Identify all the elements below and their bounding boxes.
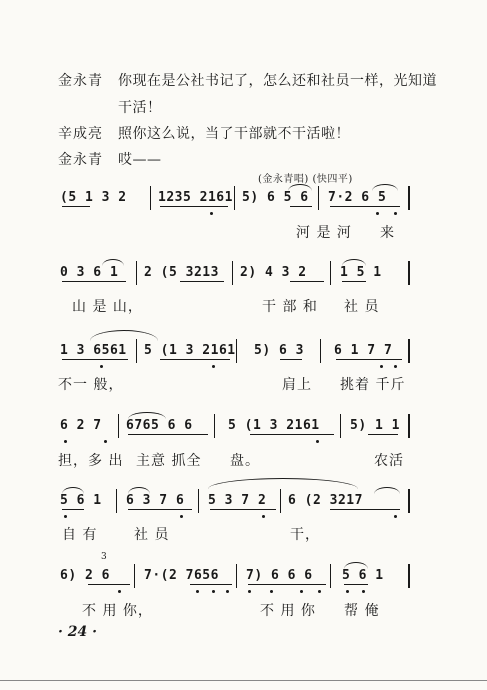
barline: [280, 489, 281, 513]
staff-5-lyric-2: 社 员: [134, 527, 170, 543]
barline: [198, 489, 199, 513]
staff-4-lyric-4: 农活: [374, 453, 404, 469]
low-octave-dot: [394, 365, 397, 368]
barline: [150, 186, 151, 210]
barline: [330, 564, 331, 588]
underline: [250, 434, 334, 435]
staff-6-lyric-3: 不 用 你: [260, 603, 316, 619]
low-octave-dot: [346, 590, 349, 593]
underline: [128, 434, 208, 435]
barline: [320, 339, 321, 363]
dialogue-speaker-3: 辛成亮: [58, 126, 103, 142]
underline: [280, 359, 302, 360]
staff-1-lyric-4: 来: [380, 225, 395, 241]
staff-4-lyric-3: 盘。: [230, 453, 260, 469]
barline: [408, 186, 410, 210]
underline: [62, 359, 128, 360]
barline: [408, 564, 410, 588]
staff-2-lyric-3: 干 部 和: [262, 299, 318, 315]
low-octave-dot: [318, 590, 321, 593]
low-octave-dot: [104, 440, 107, 443]
dialogue-speaker-1: 金永青: [58, 73, 103, 89]
underline: [342, 281, 366, 282]
low-octave-dot: [118, 590, 121, 593]
underline: [160, 206, 228, 207]
underline: [330, 206, 400, 207]
staff-6-lyric-4: 帮 俺: [344, 603, 380, 619]
staff-5-lyric-4: 干，: [290, 527, 320, 543]
low-octave-dot: [226, 590, 229, 593]
barline: [408, 339, 410, 363]
slur: [102, 259, 124, 266]
low-octave-dot: [180, 515, 183, 518]
barline: [214, 414, 215, 438]
staff-4-measure-1: 6 2 7: [60, 418, 102, 433]
grace-note: 3: [101, 552, 107, 562]
low-octave-dot: [316, 440, 319, 443]
staff-5-measure-2: 6 3 7 6: [126, 493, 185, 508]
slur: [128, 412, 166, 419]
slur: [374, 487, 400, 494]
slur: [128, 487, 150, 494]
staff-5-measure-4: 6 (2 3217: [288, 493, 363, 508]
barline: [134, 564, 135, 588]
staff-1-measure-1: (5 1 3 2: [60, 190, 127, 205]
low-octave-dot: [210, 212, 213, 215]
underline: [290, 281, 324, 282]
staff-3-lyric-3: 肩上: [282, 377, 312, 393]
slur: [372, 184, 398, 191]
page-edge: [0, 680, 487, 681]
dialogue-line-4: 哎——: [118, 152, 162, 168]
barline: [232, 261, 233, 285]
low-octave-dot: [270, 590, 273, 593]
underline: [336, 359, 402, 360]
page-number: · 24 ·: [58, 624, 97, 640]
staff-3-measure-1: 1 3 6561: [60, 343, 127, 358]
underline: [88, 584, 130, 585]
underline: [62, 509, 84, 510]
underline: [210, 509, 276, 510]
staff-2-measure-3: 2) 4 3 2: [240, 265, 307, 280]
barline: [408, 261, 410, 285]
barline: [236, 339, 237, 363]
barline: [408, 489, 410, 513]
barline: [330, 261, 331, 285]
low-octave-dot: [362, 590, 365, 593]
slur: [90, 330, 158, 341]
staff-6-measure-3: 7) 6 6 6: [246, 568, 313, 583]
staff-2-measure-1: 0 3 6 1: [60, 265, 119, 280]
staff-2-lyric-1: 山 是 山，: [72, 299, 143, 315]
barline: [408, 414, 410, 438]
staff-3-lyric-1: 不一 般，: [58, 377, 124, 393]
staff-1-measure-3: 5) 6 5 6: [242, 190, 309, 205]
staff-2-measure-4: 1 5 1: [340, 265, 382, 280]
dialogue-line-1: 你现在是公社书记了，怎么还和社员一样，光知道: [118, 73, 437, 89]
staff-5-measure-3: 5 3 7 2: [208, 493, 267, 508]
staff-2-measure-2: 2 (5 3213: [144, 265, 219, 280]
barline: [318, 186, 319, 210]
staff-4-measure-3: 5 (1 3 2161: [228, 418, 320, 433]
underline: [248, 584, 326, 585]
low-octave-dot: [212, 365, 215, 368]
barline: [234, 186, 235, 210]
low-octave-dot: [248, 590, 251, 593]
staff-5-measure-1: 5 6 1: [60, 493, 102, 508]
low-octave-dot: [64, 440, 67, 443]
underline: [128, 509, 192, 510]
slur: [344, 562, 368, 569]
underline: [180, 281, 224, 282]
staff-3-measure-4: 6 1 7 7: [334, 343, 393, 358]
slur: [208, 478, 358, 489]
underline: [290, 206, 312, 207]
staff-1-lyric-3: 河 是 河: [296, 225, 352, 241]
low-octave-dot: [394, 212, 397, 215]
barline: [136, 339, 137, 363]
underline: [62, 281, 126, 282]
staff-4-measure-2: 6765 6 6: [126, 418, 193, 433]
low-octave-dot: [212, 590, 215, 593]
barline: [116, 489, 117, 513]
underline: [344, 584, 368, 585]
underline: [330, 509, 400, 510]
slur: [62, 487, 84, 494]
underline: [368, 434, 398, 435]
low-octave-dot: [64, 515, 67, 518]
staff-4-measure-4: 5) 1 1: [350, 418, 400, 433]
barline: [340, 414, 341, 438]
underline: [160, 359, 230, 360]
staff-3-measure-2: 5 (1 3 2161: [144, 343, 236, 358]
low-octave-dot: [196, 590, 199, 593]
staff-2-lyric-4: 社 员: [344, 299, 380, 315]
slur: [342, 259, 366, 266]
dialogue-speaker-4: 金永青: [58, 152, 103, 168]
staff-6-measure-1: 6) 2 6: [60, 568, 110, 583]
underline: [62, 206, 90, 207]
staff-3-lyric-4: 挑着 千斤: [340, 377, 406, 393]
low-octave-dot: [100, 365, 103, 368]
staff-6-measure-4: 5 6 1: [342, 568, 384, 583]
barline: [136, 261, 137, 285]
low-octave-dot: [300, 590, 303, 593]
low-octave-dot: [380, 365, 383, 368]
staff-6-measure-2: 7·(2 7656: [144, 568, 219, 583]
score-header: (金永青唱) (快四平): [258, 174, 353, 185]
low-octave-dot: [262, 515, 265, 518]
staff-1-measure-2: 1235 2161: [158, 190, 233, 205]
staff-4-lyric-1: 担，多 出: [58, 453, 124, 469]
staff-3-measure-3: 5) 6 3: [254, 343, 304, 358]
slur: [288, 184, 312, 191]
staff-6-lyric-1: 不 用 你，: [82, 603, 153, 619]
low-octave-dot: [376, 212, 379, 215]
staff-1-measure-4: 7·2 6 5: [328, 190, 387, 205]
barline: [236, 564, 237, 588]
staff-4-lyric-2: 主意 抓全: [136, 453, 202, 469]
underline: [190, 584, 232, 585]
dialogue-line-2: 干活！: [118, 100, 162, 116]
low-octave-dot: [394, 515, 397, 518]
staff-5-lyric-1: 自 有: [62, 527, 98, 543]
dialogue-line-3: 照你这么说，当了干部就不干活啦！: [118, 126, 350, 142]
barline: [118, 414, 119, 438]
